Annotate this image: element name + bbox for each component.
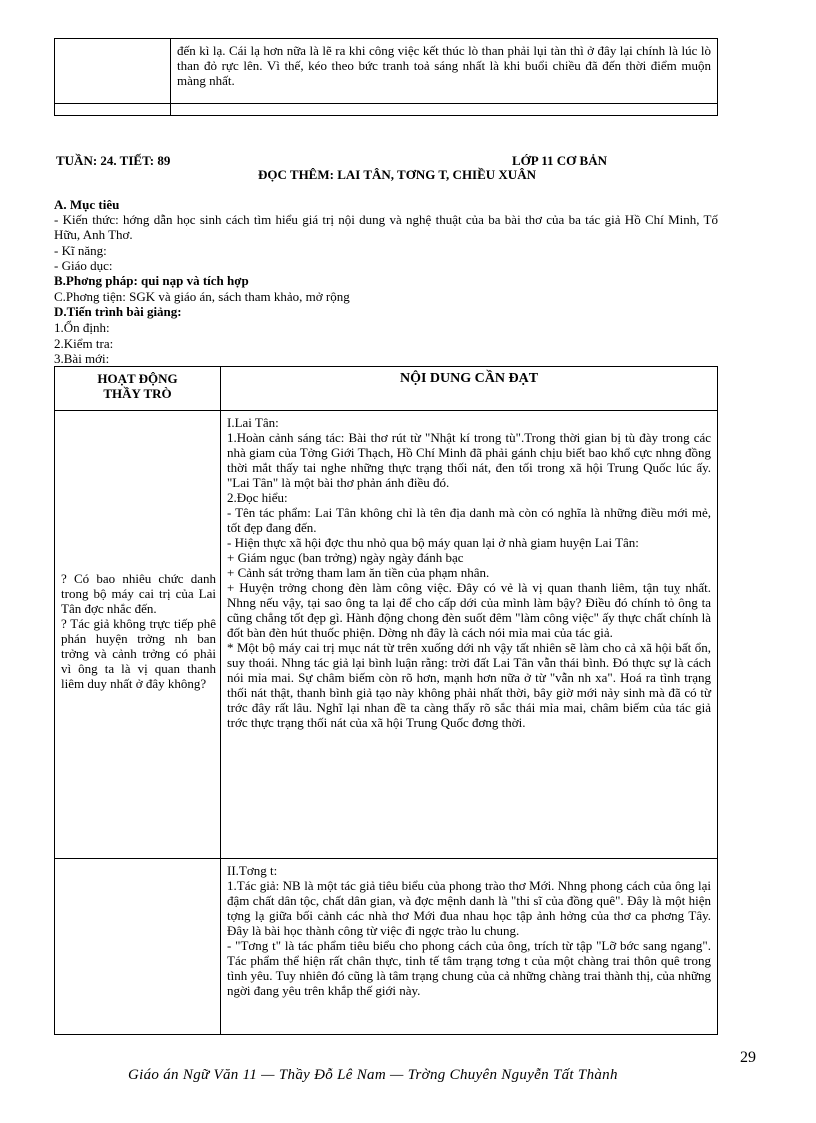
section-d-title: D.Tiến trình bài giảng:: [54, 304, 182, 319]
row1-para-magistrate: + Huyện trởng chong đèn làm công việc. Đây có vẻ là vị quan thanh liêm, tận tuỵ nhất. Nhng nếu vậy, tại sao ông ta lại để cho cấp dới của mình làm bậy? Điều đó chính tỏ ông ta cũng chẳng tốt đẹp gì. Hành động chong đèn suốt đêm "làm công việc" ấy thực chất chính là đốt bàn đèn hút thuốc phiện. Dờng nh đây là cách nói mỉa mai của tác giả.: [227, 580, 711, 640]
row1-left-cell: [55, 411, 221, 859]
top-right-cell: [171, 39, 718, 104]
row1-right-cell: [221, 411, 718, 859]
page-number: 29: [740, 1049, 756, 1066]
section-a-knowledge: - Kiến thức: hớng dẫn học sinh cách tìm hiểu giá trị nội dung và nghệ thuật của ba bài thơ của ba tác giả Hồ Chí Minh, Tố Hữu, Anh Thơ.: [54, 212, 718, 242]
row1-para-conclusion: * Một bộ máy cai trị mục nát từ trên xuống dới nh vậy tất nhiên sẽ làm cho cả xã hội bất ổn, suy thoái. Nhng tác giả lại bình luận rằng: trời đất Lai Tân vẫn thái bình. Đó thực sự là cách nói mỉa mai. Sự châm biếm còn rõ hơn, mạnh hơn nữa ở từ "vẫn nh xa". Hoá ra tình trạng thối nát thật, thanh bình giả tạo này không phải nhất thời, bây giờ mới nảy sinh mà đã có từ trớc đây rất lâu. Nghĩ lại nhan đề ta càng thấy rõ sắc thái mỉa mai, châm biếm của tác giả trớc thực trạng thối nát của xã hội Trung Quốc đơng thời.: [227, 640, 711, 730]
row1-para-context: 1.Hoàn cảnh sáng tác: Bài thơ rút từ "Nhật kí trong tù".Trong thời gian bị tù đày trong các nhà giam của Tởng Giới Thạch, Hồ Chí Minh đã phải gánh chịu biết bao khổ cực nhng đồng thời mắt thấy tai nghe những thực trạng thối nát, đen tối trong xã hội Trung Quốc lúc ấy. "Lai Tân" là một bài thơ phản ánh điều đó.: [227, 430, 711, 490]
row1-para-heading: I.Lai Tân:: [227, 415, 279, 430]
col2-header-cell: [221, 367, 718, 411]
col2-header: NỘI DUNG CẦN ĐẠT: [399, 371, 539, 386]
step-check: 2.Kiểm tra:: [54, 336, 114, 351]
top-table: [54, 38, 718, 116]
section-a-title: A. Mục tiêu: [54, 197, 120, 212]
row1-para-police: + Cảnh sát trởng tham lam ăn tiền của phạm nhân.: [227, 565, 490, 580]
step-new-lesson: 3.Bài mới:: [54, 351, 110, 366]
section-c-title: C.Phơng tiện: SGK và giáo án, sách tham khảo, mở rộng: [54, 289, 350, 304]
section-a-skill: - Kĩ năng:: [54, 243, 107, 258]
row2-right-cell: [221, 859, 718, 1035]
main-table: [54, 366, 718, 1035]
row2-para-work: - "Tơng t" là tác phẩm tiêu biểu cho phong cách của ông, trích từ tập "Lỡ bớc sang ngang". Tác phẩm thể hiện rất chân thực, tinh tế tâm trạng tơng t của một chàng trai thôn quê trong tình yêu. Tuy nhiên đó cũng là tâm trạng chung của cả những chàng trai thành thị, của những ngời đang yêu trên khắp thế giới này.: [227, 938, 711, 998]
row2-para-author: 1.Tác giả: NB là một tác giả tiêu biểu của phong trào thơ Mới. Nhng phong cách của ông lại đậm chất dân tộc, chất dân gian, và đợc mệnh danh là "thi sĩ của đồng quê". Đây là một hiện tợng lạ giữa bối cảnh các nhà thơ Mới đua nhau học tập ảnh hởng của thơ ca phơng Tây. Đây là bài học thành công từ việc đi ngợc trào lu chung.: [227, 878, 711, 938]
lesson-title: ĐỌC THÊM: LAI TÂN, TƠNG T, CHIỀU XUÂN: [258, 167, 536, 182]
top-left-cell: [55, 39, 171, 104]
row2-para-heading: II.Tơng t:: [227, 863, 278, 878]
row1-para-warden: + Giám ngục (ban trởng) ngày ngày đánh bạc: [227, 550, 464, 565]
row1-questions: ? Có bao nhiêu chức danh trong bộ máy cai trị của Lai Tân đợc nhắc đến. ? Tác giả không trực tiếp phê phán huyện trởng nh ban trởng và cảnh trởng có phải vì ông ta là vị quan thanh liêm duy nhất ở đây không?: [61, 571, 216, 691]
top-right-empty-cell: [171, 104, 718, 116]
row1-para-society: - Hiện thực xã hội đợc thu nhỏ qua bộ máy quan lại ở nhà giam huyện Lai Tân:: [227, 535, 639, 550]
row1-para-reading: 2.Đọc hiểu:: [227, 490, 288, 505]
col1-header: HOẠT ĐỘNG THẦY TRÒ: [97, 371, 178, 401]
row1-para-title-meaning: - Tên tác phẩm: Lai Tân không chỉ là tên địa danh mà còn có nghĩa là những điều mới mẻ, tốt đẹp đang đến.: [227, 505, 711, 535]
row2-left-cell: [55, 859, 221, 1035]
top-right-text: đến kì lạ. Cái lạ hơn nữa là lẽ ra khi công việc kết thúc lò than phải lụi tàn thì ở đây lại chính là lúc lò than đỏ rực lên. Vì thế, kéo theo bức tranh toả sáng nhất là khi buổi chiều đã đến thời điểm muộn màng nhất.: [177, 43, 711, 88]
step-stabilize: 1.Ổn định:: [54, 320, 110, 335]
section-a-education: - Giáo dục:: [54, 258, 113, 273]
col1-header-cell: [55, 367, 221, 411]
section-b-title: B.Phơng pháp: qui nạp và tích hợp: [54, 273, 249, 288]
class-label: LỚP 11 CƠ BẢN: [512, 153, 607, 168]
top-left-empty-cell: [55, 104, 171, 116]
footer-text: Giáo án Ngữ Văn 11 — Thầy Đỗ Lê Nam — Trờng Chuyên Nguyễn Tất Thành: [128, 1067, 618, 1083]
week-lesson: TUẦN: 24. TIẾT: 89: [56, 153, 171, 168]
